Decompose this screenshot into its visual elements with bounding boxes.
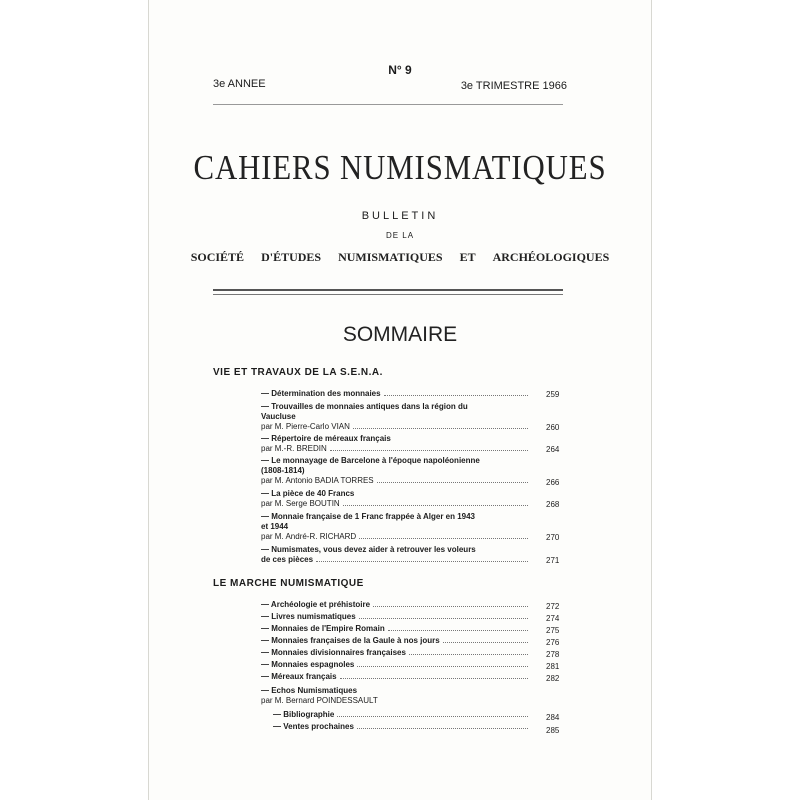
leader-dots	[330, 450, 528, 451]
toc-entry	[261, 636, 531, 646]
entry-title: — La pièce de 40 Francs	[261, 489, 355, 498]
toc-entry	[261, 624, 531, 634]
entry-title: — Répertoire de méreaux français	[261, 434, 391, 443]
entry-title: — Numismates, vous devez aider à retrouver les voleurs	[261, 545, 476, 554]
toc-entry	[261, 545, 531, 565]
entry-title: — Détermination des monnaies	[261, 389, 381, 398]
toc-entry	[261, 600, 531, 610]
page-number: 275	[546, 626, 560, 635]
header-divider	[213, 104, 563, 105]
entry-title: — Echos Numismatiques	[261, 686, 358, 695]
page-number: 271	[546, 556, 560, 565]
toc-subentry	[273, 722, 531, 732]
entry-author: par M. Serge BOUTIN	[261, 499, 340, 508]
journal-title: CAHIERS NUMISMATIQUES	[193, 148, 607, 187]
leader-dots	[443, 642, 528, 643]
toc-entry	[261, 489, 531, 509]
leader-dots	[359, 618, 528, 619]
entry-author: par M. Antonio BADIA TORRES	[261, 476, 374, 485]
entry-title: — Ventes prochaines	[273, 722, 354, 731]
de-la-label: DE LA	[385, 231, 415, 240]
entry-title: — Monnaies divisionnaires françaises	[261, 648, 406, 657]
entry-title-cont: de ces pièces	[261, 555, 314, 564]
page-number: 259	[546, 390, 560, 399]
leader-dots	[388, 630, 528, 631]
leader-dots	[377, 482, 528, 483]
leader-dots	[357, 666, 528, 667]
page-number: 270	[546, 533, 560, 542]
leader-dots	[357, 728, 528, 729]
entry-title: — Méreaux français	[261, 672, 337, 681]
entry-title: — Archéologie et préhistoire	[261, 600, 371, 609]
issue-number: N° 9	[388, 63, 412, 77]
entry-title: — Monnaies espagnoles	[261, 660, 355, 669]
trimester-label: 3e TRIMESTRE 1966	[460, 80, 567, 92]
journal-page	[148, 0, 652, 800]
toc-entry	[261, 660, 531, 670]
page-number: 281	[546, 662, 560, 671]
leader-dots	[316, 561, 528, 562]
entry-author: par M. André-R. RICHARD	[261, 532, 357, 541]
contents-heading: SOMMAIRE	[342, 323, 458, 346]
society-word: D'ÉTUDES	[261, 250, 322, 264]
toc-entry	[261, 402, 531, 432]
toc-entry	[261, 648, 531, 658]
title-divider-thick	[213, 289, 563, 291]
leader-dots	[353, 428, 528, 429]
entry-title: — Monnaies françaises de la Gaule à nos jours	[261, 636, 440, 645]
leader-dots	[359, 538, 528, 539]
page-number: 260	[546, 423, 560, 432]
entry-title: — Bibliographie	[273, 710, 335, 719]
leader-dots	[373, 606, 528, 607]
page-number: 282	[546, 674, 560, 683]
toc-entry	[261, 612, 531, 622]
toc-entry	[261, 686, 531, 706]
page-number: 272	[546, 602, 560, 611]
toc-entry	[261, 672, 531, 682]
section-title: VIE ET TRAVAUX DE LA S.E.N.A.	[213, 367, 383, 378]
leader-dots	[340, 678, 528, 679]
page-number: 284	[546, 713, 560, 722]
page-number: 266	[546, 478, 560, 487]
entry-title-cont: et 1944	[261, 522, 289, 531]
page-number: 274	[546, 614, 560, 623]
society-word: NUMISMATIQUES	[338, 250, 443, 264]
toc-entry	[261, 389, 531, 399]
bulletin-label: BULLETIN	[361, 210, 439, 222]
leader-dots	[409, 654, 528, 655]
page-number: 276	[546, 638, 560, 647]
entry-author: par M. Pierre-Carlo VIAN	[261, 422, 350, 431]
society-name	[149, 250, 651, 265]
entry-author: par M. Bernard POINDESSAULT	[261, 696, 378, 705]
entry-title: — Monnaie française de 1 Franc frappée à Alger en 1943	[261, 512, 476, 521]
society-word: ARCHÉOLOGIQUES	[492, 250, 610, 264]
page-number: 268	[546, 500, 560, 509]
entry-title: — Livres numismatiques	[261, 612, 356, 621]
year-label: 3e ANNEE	[213, 78, 266, 90]
title-divider-thin	[213, 294, 563, 295]
toc-entry	[261, 512, 531, 542]
society-word: SOCIÉTÉ	[190, 250, 245, 264]
entry-title: — Trouvailles de monnaies antiques dans la région du	[261, 402, 468, 411]
page-number: 285	[546, 726, 560, 735]
leader-dots	[384, 395, 528, 396]
section-title: LE MARCHE NUMISMATIQUE	[213, 578, 364, 589]
entry-title-cont: (1808-1814)	[261, 466, 305, 475]
entry-author: par M.-R. BREDIN	[261, 444, 327, 453]
toc-entry	[261, 434, 531, 454]
entry-title-cont: Vaucluse	[261, 412, 296, 421]
page-number: 278	[546, 650, 560, 659]
entry-title: — Monnaies de l'Empire Romain	[261, 624, 385, 633]
entry-title: — Le monnayage de Barcelone à l'époque napoléonienne	[261, 456, 480, 465]
toc-subentry	[273, 710, 531, 720]
page-number: 264	[546, 445, 560, 454]
society-word: ET	[459, 250, 476, 264]
leader-dots	[337, 716, 528, 717]
toc-entry	[261, 456, 531, 486]
leader-dots	[343, 505, 528, 506]
